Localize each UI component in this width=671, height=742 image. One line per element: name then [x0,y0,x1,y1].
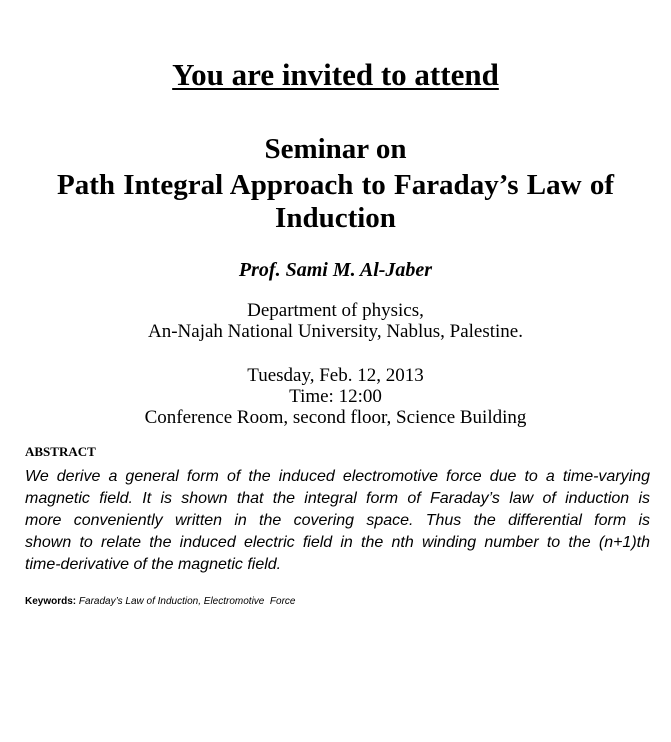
abstract-line: time-derivative of the magnetic field. [25,556,282,573]
seminar-title-line: Induction [275,202,396,234]
university: An-Najah National University, Nablus, Palestine. [148,321,523,342]
abstract-line: shown to relate the induced electric field in the nth winding number to the (n+1)th [25,534,650,551]
abstract-text [25,466,650,576]
keywords-label: Keywords: [25,596,77,607]
keywords-value: Faraday’s Law of Induction, Electromotive Force [76,596,296,607]
seminar-time: Time: 12:00 [289,386,382,407]
keywords [25,595,296,609]
department: Department of physics, [247,300,424,321]
speaker-name: Prof. Sami M. Al-Jaber [238,259,433,281]
abstract-line: magnetic field. It is shown that the integral form of Faraday’s law of induction is [25,490,650,507]
seminar-venue: Conference Room, second floor, Science Building [144,407,527,428]
seminar-title-line: Path Integral Approach to Faraday’s Law of [57,169,614,201]
abstract-line: more conveniently written in the covering space. Thus the differential form is [25,512,650,529]
abstract-line: We derive a general form of the induced electromotive force due to a time-varying [25,468,650,485]
invitation-heading-text: You are invited to attend [172,57,499,92]
seminar-date: Tuesday, Feb. 12, 2013 [247,365,424,386]
invitation-heading [0,57,671,93]
seminar-label: Seminar on [264,133,407,165]
abstract-heading: ABSTRACT [25,444,96,459]
